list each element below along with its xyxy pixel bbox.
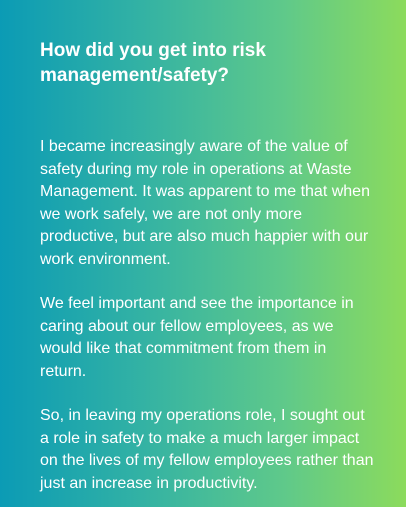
answer-paragraph-1: I became increasingly aware of the value of safety during my role in operations at Waste Management. It was apparent to me that when we work safely, we are not only more productive, but are also much happier with our work environment. — [40, 138, 370, 268]
answer-paragraph-3: So, in leaving my operations role, I sought out a role in safety to make a much larger impact on the lives of my fellow employees rather than just an increase in productivity. — [40, 407, 374, 492]
question-heading: How did you get into risk management/safety? — [40, 40, 266, 86]
answer-paragraph-2: We feel important and see the importance in caring about our fellow employees, as we would like that commitment from them in return. — [40, 295, 354, 380]
